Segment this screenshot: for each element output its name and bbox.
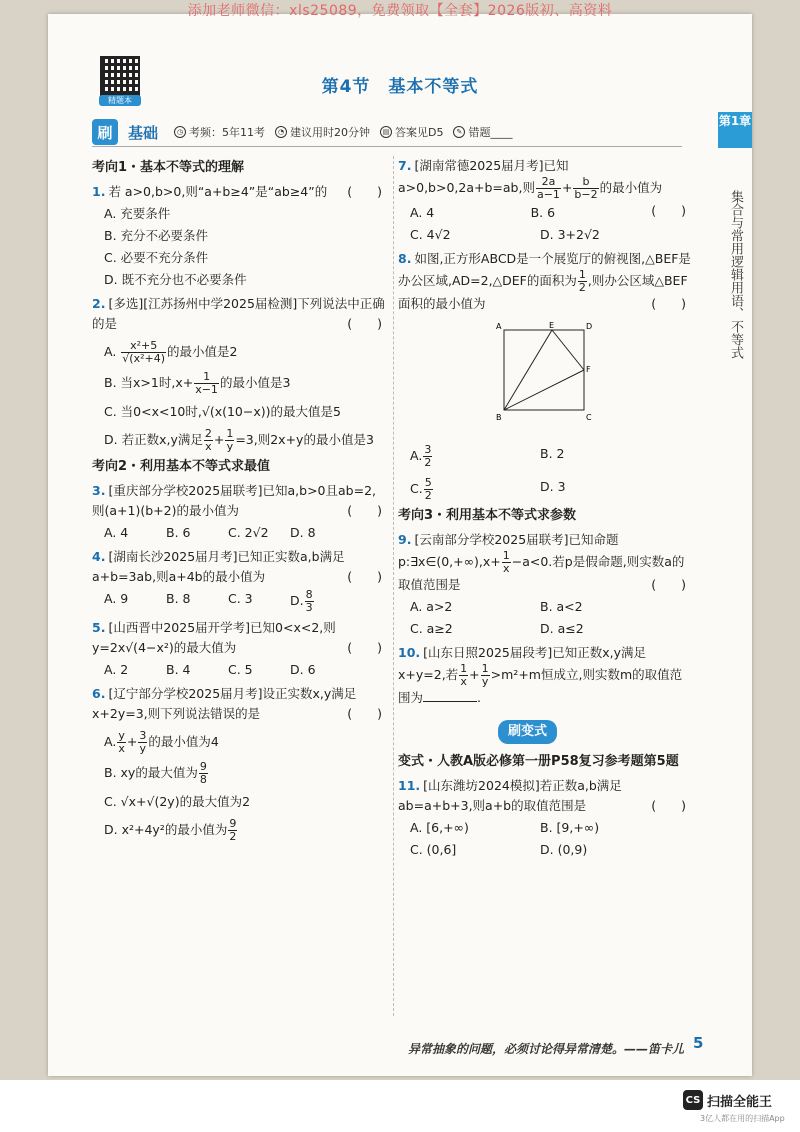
option-d <box>290 589 352 614</box>
denominator: x <box>118 742 125 755</box>
question-number: 8. <box>398 251 412 266</box>
option-d: D. 3+2√2 <box>540 227 600 242</box>
denominator: 2 <box>424 456 432 469</box>
qr-label: 精题本 <box>99 95 141 106</box>
fraction <box>228 818 237 843</box>
denominator: x <box>205 440 212 453</box>
clock-icon: ◔ <box>275 126 287 138</box>
fraction <box>573 176 598 201</box>
question-1 <box>92 182 388 290</box>
fraction <box>225 428 234 453</box>
option-b: B. 2 <box>540 446 565 461</box>
time-text: 建议用时20分钟 <box>290 126 371 139</box>
option-prefix: D. 若正数x,y满足 <box>104 432 203 447</box>
option-b: B. 4 <box>166 662 191 677</box>
numerator: 1 <box>194 371 219 384</box>
options-row <box>398 840 692 860</box>
options-row <box>398 597 692 617</box>
option-c: C. 当0<x<10时,√(x(10−x))的最大值是5 <box>104 404 341 419</box>
label-d: D <box>586 322 593 331</box>
option-suffix: =3,则2x+y的最小值是3 <box>235 432 374 447</box>
fraction <box>138 730 147 755</box>
question-text: [重庆部分学校2025届联考]已知a,b>0且ab=2,则(a+1)(b+2)的最小值为 <box>92 483 377 518</box>
denominator: y <box>481 675 489 688</box>
question-text: [山西晋中2025届开学考]已知0<x<2,则y=2x√(4−x²)的最大值为 <box>92 620 336 655</box>
question-number: 2. <box>92 296 106 311</box>
topic-1: 考向1・基本不等式的理解 <box>92 160 245 175</box>
answer-paren: ( ) <box>347 706 382 721</box>
question-6 <box>92 684 388 843</box>
option-prefix: A. <box>104 344 117 359</box>
option-c <box>410 477 540 502</box>
option-c: C. (0,6] <box>410 842 457 857</box>
options-row <box>398 225 692 245</box>
option-c: C. 5 <box>228 662 253 677</box>
answer-paren: ( ) <box>347 184 382 199</box>
frequency-icon: ◷ <box>174 126 186 138</box>
fraction <box>424 477 433 502</box>
watermark-text: 添加老师微信：xls25089，免费领取【全套】2026版初、高资料 <box>187 3 613 19</box>
option-d: D. 8 <box>290 525 316 540</box>
topic-2: 考向2・利用基本不等式求最值 <box>92 459 271 474</box>
option-b: B. [9,+∞) <box>540 820 600 835</box>
denominator: x <box>460 675 467 688</box>
numerator: 2 <box>204 427 212 440</box>
denominator: a−1 <box>536 188 560 201</box>
basic-label: 基础 <box>128 123 159 142</box>
numerator: 1 <box>481 662 489 675</box>
pencil-icon: ✎ <box>453 126 465 138</box>
answer-paren: ( ) <box>651 798 686 813</box>
frequency-info <box>174 124 265 140</box>
question-text: [云南部分学校2025届联考]已知命题p:∃x∈(0,+∞),x+ <box>398 532 619 569</box>
frequency-text: 考频：5年11考 <box>189 126 266 139</box>
period: . <box>477 690 481 705</box>
denominator: y <box>139 742 147 755</box>
denominator: √(x²+4) <box>122 352 166 365</box>
question-number: 4. <box>92 549 106 564</box>
option-d: D. 既不充分也不必要条件 <box>104 272 247 287</box>
footer-quote: 异常抽象的问题，必须讨论得异常清楚。——笛卡儿 <box>407 1042 684 1056</box>
option-b: B. 8 <box>166 591 191 606</box>
option-b: B. 6 <box>530 205 556 220</box>
option-a: A. 2 <box>104 662 129 677</box>
option-suffix: 的最小值是3 <box>219 375 291 390</box>
option-a <box>410 444 540 469</box>
question-number: 5. <box>92 620 106 635</box>
numerator: 5 <box>424 476 432 489</box>
question-5 <box>92 618 388 680</box>
square-abcd <box>504 330 584 410</box>
option-d: D. 6 <box>290 662 316 677</box>
numerator: b <box>573 176 598 189</box>
fraction <box>459 663 468 688</box>
numerator: 9 <box>199 760 207 773</box>
numerator: 1 <box>578 268 586 281</box>
topic-3: 考向3・利用基本不等式求参数 <box>398 508 577 523</box>
question-text-end: ,则办公区域△BEF面积的最小值为 <box>398 273 688 311</box>
option-b: B. a<2 <box>540 599 583 614</box>
bianshi-badge: 刷变式 <box>498 720 557 744</box>
option-b <box>92 761 388 786</box>
question-text-end: >m²+m恒成立,则实数m的取值范围为 <box>398 667 683 705</box>
options-row <box>398 477 692 502</box>
option-a: A. 4 <box>410 205 435 220</box>
denominator: 2 <box>229 830 237 843</box>
plus-sign: + <box>126 734 138 749</box>
fraction <box>117 730 126 755</box>
question-text: [山东潍坊2024模拟]若正数a,b满足ab=a+b+3,则a+b的取值范围是 <box>398 778 622 813</box>
question-text: [多选][江苏扬州中学2025届检测]下列说法中正确的是 <box>92 296 385 331</box>
option-c: C. √x+√(2y)的最大值为2 <box>104 794 251 809</box>
numerator: 3 <box>139 729 147 742</box>
fraction <box>502 550 511 575</box>
question-text: [山东日照2025届段考]已知正数x,y满足x+y=2,若 <box>398 645 646 682</box>
denominator: x−1 <box>195 383 218 396</box>
numerator: x²+5 <box>121 340 166 353</box>
option-c: C. a≥2 <box>410 621 453 636</box>
question-text: [湖南常德2025届月考]已知a>0,b>0,2a+b=ab,则 <box>398 158 569 195</box>
option-a <box>92 730 388 755</box>
answer-paren: ( ) <box>651 203 686 218</box>
column-divider <box>393 156 394 1016</box>
plus-sign: + <box>561 180 573 195</box>
question-10 <box>398 643 692 708</box>
chapter-side-title: 集合与常用逻辑用语、不等式 <box>728 190 743 359</box>
option-a <box>92 340 388 365</box>
label-c: C <box>586 413 592 422</box>
plus-sign: + <box>213 432 225 447</box>
options-row <box>92 589 388 614</box>
chapter-tab: 第1章 <box>718 112 752 148</box>
option-d: D. 3 <box>540 479 566 494</box>
wrong-info <box>453 124 512 140</box>
option-d: D. a≤2 <box>540 621 584 636</box>
shua-badge: 刷 <box>92 119 118 145</box>
options-row <box>398 619 692 639</box>
label-b: B <box>496 413 502 422</box>
bianshi-title: 变式・人教A版必修第一册P58复习参考题第5题 <box>398 754 679 769</box>
option-c: C. 2√2 <box>228 525 269 540</box>
options-row <box>398 444 692 469</box>
question-8 <box>398 249 692 502</box>
question-text: 若 a>0,b>0,则“a+b≥4”是“ab≥4”的 <box>108 184 328 199</box>
question-number: 11. <box>398 778 421 793</box>
option-prefix: D. <box>290 593 304 608</box>
page-number: 5 <box>693 1034 704 1052</box>
segment-ef <box>552 330 584 370</box>
answer-paren: ( ) <box>347 640 382 655</box>
options-row <box>92 660 388 680</box>
answer-paren: ( ) <box>347 503 382 518</box>
exercise-header <box>92 118 682 147</box>
fraction <box>204 428 213 453</box>
time-info <box>275 124 370 140</box>
question-number: 3. <box>92 483 106 498</box>
scanner-brand <box>683 1090 772 1110</box>
numerator: 2a <box>536 176 561 189</box>
question-number: 7. <box>398 158 412 173</box>
question-text: 如图,正方形ABCD是一个展览厅的俯视图,△BEF是办公区域,AD=2,△DEF的面积为 <box>398 251 691 288</box>
square-diagram <box>494 320 594 430</box>
option-a: A. [6,+∞) <box>410 820 469 835</box>
fraction <box>423 444 432 469</box>
book-icon: ▤ <box>380 126 392 138</box>
denominator: x <box>502 562 510 575</box>
denominator: y <box>226 440 234 453</box>
numerator: 1 <box>502 549 510 562</box>
question-number: 9. <box>398 532 412 547</box>
numerator: 1 <box>460 662 468 675</box>
option-suffix: 的最小值是2 <box>167 344 238 359</box>
question-text-end: 的最小值为 <box>599 180 663 195</box>
option-prefix: C. <box>410 481 423 496</box>
option-c: C. 4√2 <box>410 227 451 242</box>
denominator: 2 <box>578 281 586 294</box>
fraction <box>305 589 314 614</box>
option-prefix: A. <box>104 734 117 749</box>
fraction <box>199 761 208 786</box>
denominator: 8 <box>199 773 207 786</box>
option-a: A. a>2 <box>410 599 453 614</box>
scanner-name: 扫描全能王 <box>707 1094 773 1110</box>
answer-paren: ( ) <box>347 316 382 331</box>
label-f: F <box>586 365 591 374</box>
option-c: C. 3 <box>228 591 253 606</box>
answer-paren: ( ) <box>651 577 686 592</box>
fraction <box>536 176 561 201</box>
options-row <box>398 818 692 838</box>
left-column <box>92 156 388 847</box>
plus-sign: + <box>469 667 480 682</box>
answer-blank[interactable] <box>423 701 477 702</box>
fraction <box>194 371 219 396</box>
answer-info <box>380 124 443 140</box>
wrong-text: 错题____ <box>468 126 513 139</box>
option-c: C. 必要不充分条件 <box>104 250 209 265</box>
numerator: y <box>118 729 125 742</box>
numerator: 3 <box>424 443 432 456</box>
numerator: 1 <box>226 427 234 440</box>
answer-paren: ( ) <box>651 296 686 311</box>
question-number: 1. <box>92 184 106 199</box>
option-prefix: D. x²+4y²的最小值为 <box>104 822 228 837</box>
option-a: A. 4 <box>104 525 129 540</box>
scanner-tagline: 3亿人都在用的扫描App <box>700 1114 785 1123</box>
question-9 <box>398 530 692 639</box>
option-b: B. 充分不必要条件 <box>104 228 209 243</box>
answer-paren: ( ) <box>347 569 382 584</box>
question-number: 10. <box>398 645 421 660</box>
question-text: [辽宁部分学校2025届月考]设正实数x,y满足x+2y=3,则下列说法错误的是 <box>92 686 357 721</box>
question-text-end: −a<0.若p是假命题,则实数a的取值范围是 <box>398 554 685 592</box>
numerator: 8 <box>305 588 313 601</box>
question-3 <box>92 481 388 543</box>
options-row <box>398 203 651 223</box>
question-number: 6. <box>92 686 106 701</box>
section-title: 第4节 基本不等式 <box>321 77 479 97</box>
numerator: 9 <box>229 817 237 830</box>
answer-text: 答案见D5 <box>395 126 444 139</box>
fraction <box>121 340 166 365</box>
option-d <box>92 818 388 843</box>
option-a: A. 9 <box>104 591 129 606</box>
option-prefix: B. 当x>1时,x+ <box>104 375 194 390</box>
option-d <box>92 428 388 453</box>
camscanner-logo-icon: CS <box>683 1090 703 1110</box>
option-b <box>92 371 388 396</box>
option-suffix: 的最小值为4 <box>148 734 219 749</box>
option-d: D. (0,9) <box>540 842 588 857</box>
options-row <box>92 523 388 543</box>
fraction <box>578 269 587 294</box>
question-4 <box>92 547 388 614</box>
right-column <box>398 156 692 864</box>
denominator: 2 <box>424 489 432 502</box>
question-11 <box>398 776 692 860</box>
label-a: A <box>496 322 502 331</box>
question-7 <box>398 156 692 245</box>
option-prefix: A. <box>410 448 423 463</box>
fraction <box>481 663 490 688</box>
option-prefix: B. xy的最大值为 <box>104 765 198 780</box>
question-2 <box>92 294 388 453</box>
denominator: b−2 <box>574 188 598 201</box>
option-b: B. 6 <box>166 525 191 540</box>
denominator: 3 <box>305 601 313 614</box>
option-a: A. 充要条件 <box>104 206 171 221</box>
label-e: E <box>549 321 555 330</box>
question-text: [湖南长沙2025届月考]已知正实数a,b满足a+b=3ab,则a+4b的最小值为 <box>92 549 345 584</box>
